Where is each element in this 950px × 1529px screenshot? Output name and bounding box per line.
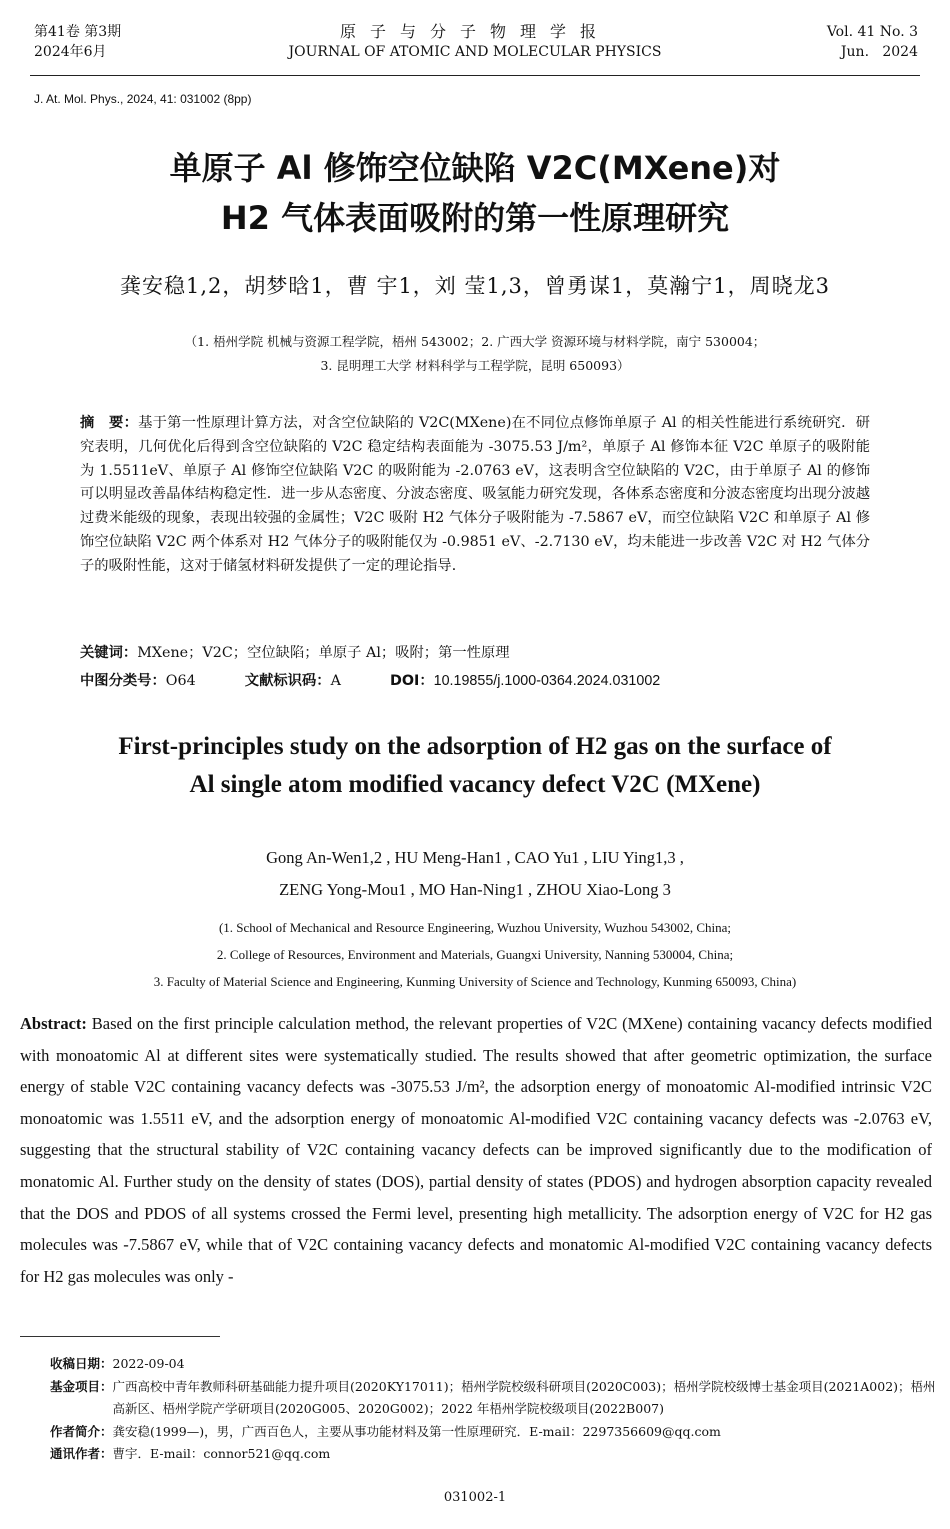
journal-name-en: JOURNAL OF ATOMIC AND MOLECULAR PHYSICS	[288, 44, 662, 60]
affiliation-en-line1: (1. School of Mechanical and Resource Engineering, Wuzhou University, Wuzhou 543002, China;	[218, 920, 732, 935]
affiliations-en	[0, 914, 950, 995]
footnote-label: 基金项目：	[50, 1378, 113, 1394]
affiliation-cn-line1: （1. 梧州学院 机械与资源工程学院，梧州 543002；2. 广西大学 资源环境与材料学院，南宁 530004；	[184, 334, 766, 349]
clc-value: O64	[165, 673, 196, 689]
clc-label: 中图分类号：	[80, 673, 166, 689]
abstract-en	[20, 1008, 932, 1292]
doc-code-value: A	[330, 673, 341, 689]
doi-label: DOI：	[390, 673, 434, 689]
header-center	[0, 22, 950, 62]
footnote-label: 通讯作者：	[50, 1446, 113, 1461]
footnotes	[50, 1353, 940, 1466]
footnote-text: 2022-09-04	[112, 1356, 185, 1371]
keywords-cn	[80, 642, 510, 662]
title-en-line2: Al single atom modified vacancy defect V2C (MXene)	[189, 771, 761, 798]
affiliation-en-line3: 3. Faculty of Material Science and Engineering, Kunming University of Science and Technology, Kunming 650093, China)	[153, 974, 797, 989]
footnote-author-bio	[50, 1421, 940, 1444]
doc-code-label: 文献标识码：	[244, 673, 331, 689]
authors-en-line1: Gong An-Wen1,2 , HU Meng-Han1 , CAO Yu1 , LIU Ying1,3 ,	[266, 848, 684, 867]
volume-issue-en: Vol. 41 No. 3	[826, 24, 918, 40]
affiliation-en-line2: 2. College of Resources, Environment and Materials, Guangxi University, Nanning 530004, China;	[216, 947, 734, 962]
citation: J. At. Mol. Phys., 2024, 41: 031002 (8pp)	[34, 92, 252, 106]
doi-value: 10.19855/j.1000-0364.2024.031002	[433, 673, 661, 689]
footnote-received	[50, 1353, 940, 1376]
classification	[80, 670, 660, 690]
abstract-cn	[80, 412, 870, 579]
footnote-divider	[20, 1336, 220, 1337]
affiliations-cn	[0, 330, 950, 378]
abstract-en-label: Abstract:	[20, 1014, 87, 1033]
footnote-funding	[50, 1376, 940, 1421]
authors-en	[0, 842, 950, 906]
footnote-label: 作者简介：	[50, 1423, 113, 1439]
footnote-text: 曹宇．E-mail：connor521@qq.com	[112, 1446, 331, 1461]
footnote-corresponding	[50, 1443, 940, 1466]
header-right	[827, 22, 918, 62]
date-cn: 2024年6月	[34, 44, 107, 60]
affiliation-cn-line2: 3. 昆明理工大学 材料科学与工程学院，昆明 650093）	[320, 358, 630, 373]
date-en: Jun. 2024	[840, 44, 918, 60]
footnote-label: 收稿日期：	[50, 1356, 113, 1371]
abstract-cn-label: 摘 要：	[80, 415, 139, 431]
page-number: 031002-1	[443, 1490, 507, 1505]
title-en-line1: First-principles study on the adsorption of H2 gas on the surface of	[118, 733, 832, 760]
title-en	[0, 728, 950, 804]
journal-name-cn: 原子与分子物理学报	[339, 22, 610, 41]
title-cn-line2: H2 气体表面吸附的第一性原理研究	[220, 199, 730, 237]
keywords-label: 关键词：	[80, 645, 138, 661]
title-cn-line1: 单原子 Al 修饰空位缺陷 V2C(MXene)对	[169, 149, 781, 187]
keywords-text: MXene；V2C；空位缺陷；单原子 Al；吸附；第一性原理	[137, 645, 510, 661]
abstract-en-text: Based on the first principle calculation method, the relevant properties of V2C (MXene) containing vacancy defects modified with monoatomic Al at different sites were systematically studied. The results showed that after geometric optimization, the surface energy of stable V2C containing vacancy defects was -3075.53 J/m², the adsorption energy of monoatomic Al-modified intrinsic V2C monoatomic was 1.5511 eV, and the adsorption energy of monoatomic Al-modified V2C containing vacancy defects was -2.0763 eV, suggesting that the structural stability of V2C containing vacancy defects can be improved significantly due to the modification of monatomic Al. Further study on the density of states (DOS), partial density of states (PDOS) and hydrogen absorption capacity revealed that the DOS and PDOS of all systems crossed the Fermi level, presenting high metallicity. The adsorption energy of V2C for H2 gas molecules was -7.5867 eV, while that of V2C containing vacancy defects and monatomic Al-modified V2C containing vacancy defects for H2 gas molecules was only -	[20, 1014, 933, 1286]
volume-issue-cn: 第41卷 第3期	[34, 24, 122, 40]
header-divider	[30, 75, 920, 76]
authors-en-line2: ZENG Yong-Mou1 , MO Han-Ning1 , ZHOU Xiao-Long 3	[279, 880, 671, 899]
footnote-text: 广西高校中青年教师科研基础能力提升项目(2020KY17011)；梧州学院校级科研项目(2020C003)；梧州学院校级博士基金项目(2021A002)；梧州高新区、梧州学院产学研项目(2020G005、2020G002)；2022 年梧州学院校级项目(2022B007)	[112, 1378, 936, 1416]
footnote-text: 龚安稳(1999—)，男，广西百色人，主要从事功能材料及第一性原理研究．E-mail：2297356609@qq.com	[112, 1423, 721, 1439]
authors-cn: 龚安稳1,2，胡梦晗1，曹 宇1，刘 莹1,3，曾勇谋1，莫瀚宁1，周晓龙3	[120, 274, 830, 298]
abstract-cn-text: 基于第一性原理计算方法，对含空位缺陷的 V2C(MXene)在不同位点修饰单原子 Al 的相关性能进行系统研究．研究表明，几何优化后得到含空位缺陷的 V2C 稳定结构表面能为 -3075.53 J/m²，单原子 Al 修饰本征 V2C 单原子的吸附能为 1.5511eV、单原子 Al 修饰空位缺陷 V2C 的吸附能为 -2.0763 eV，这表明含空位缺陷的 V2C，由于单原子 Al 的修饰可以明显改善晶体结构稳定性．进一步从态密度、分波态密度、吸氢能力研究发现，各体系态密度和分波态密度均出现分波越过费米能级的现象，表现出较强的金属性；V2C 吸附 H2 气体分子吸附能为 -7.5867 eV，而空位缺陷 V2C 和单原子 Al 修饰空位缺陷 V2C 两个体系对 H2 气体分子的吸附能仅为 -0.9851 eV、-2.7130 eV，均未能进一步改善 V2C 对 H2 气体分子的吸附性能，这对于储氢材料研发提供了一定的理论指导．	[80, 415, 871, 574]
